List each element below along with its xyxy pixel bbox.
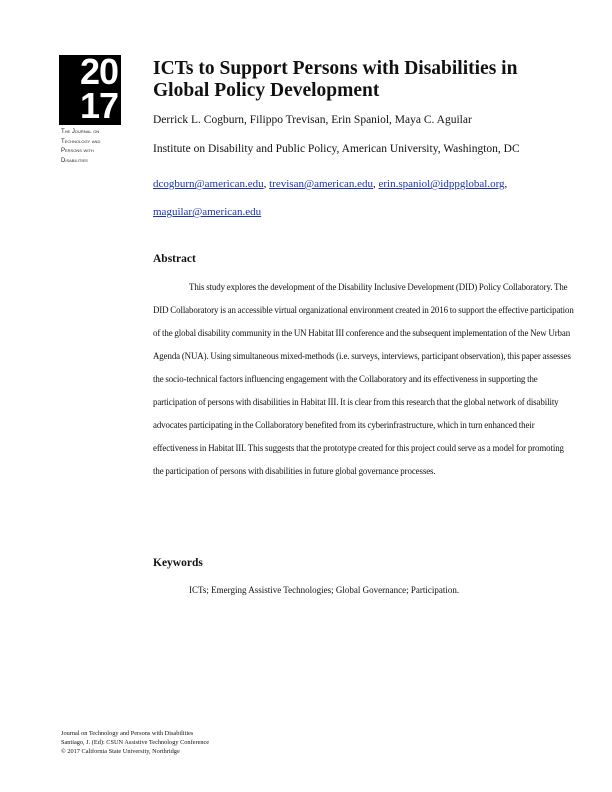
abstract-body: This study explores the development of the Disability Inclusive Development (DID) Policy Collaboratory. The DID Collaboratory is an accessible virtual organizational environment created in 2016 to support the effective participation of the global disability community in the UN Habitat III conference and the subsequent implementation of the New Urban Agenda (NUA). Using simultaneous mixed-methods (i.e. surveys, interviews, participant observation), this paper assesses the socio-technical factors influencing engagement with the Collaboratory and its effectiveness in supporting the participation of persons with disabilities in Habitat III. It is clear from this research that the global network of disability advocates participating in the Collaboratory benefited from its cyberinfrastructure, which in turn enhanced their effectiveness in Habitat III. This suggests that the prototype created for this project could serve as a model for promoting the participation of persons with disabilities in future global governance processes.	[153, 282, 574, 476]
email-separator: ,	[504, 178, 508, 190]
footer-journal-line: Journal on Technology and Persons with Disabilities	[61, 730, 194, 737]
email-link[interactable]: erin.spaniol@idppglobal.org	[378, 178, 505, 190]
paper-title: ICTs to Support Persons with Disabilities in Global Policy Development	[153, 58, 518, 101]
journal-name-line: The Journal on	[61, 129, 100, 135]
abstract-heading: Abstract	[153, 253, 196, 265]
footer-copyright-line: © 2017 California State University, Northridge	[61, 747, 180, 755]
page-footer	[61, 730, 209, 756]
journal-name-line: Persons with	[61, 148, 94, 154]
journal-logo	[59, 51, 121, 126]
email-link[interactable]: maguilar@american.edu	[153, 206, 262, 218]
journal-name-label	[61, 128, 141, 166]
author-emails	[153, 170, 563, 226]
email-link[interactable]: dcogburn@american.edu	[153, 178, 264, 190]
journal-name-line: Technology and	[61, 138, 101, 145]
email-separator: ,	[373, 178, 379, 190]
logo-year-top: 20	[79, 51, 118, 92]
keywords-heading: Keywords	[153, 557, 203, 569]
keywords-body: ICTs; Emerging Assistive Technologies; Global Governance; Participation.	[189, 585, 460, 595]
journal-name-line: Disabilities	[61, 157, 88, 164]
author-list: Derrick L. Cogburn, Filippo Trevisan, Erin Spaniol, Maya C. Aguilar	[153, 114, 472, 126]
affiliation: Institute on Disability and Public Policy, American University, Washington, DC	[153, 143, 520, 155]
email-link[interactable]: trevisan@american.edu	[269, 178, 374, 190]
logo-year-bottom: 17	[79, 85, 118, 126]
email-separator: ,	[263, 178, 270, 190]
footer-editor-line: Santiago, J. (Ed): CSUN Assistive Technology Conference	[61, 738, 210, 746]
